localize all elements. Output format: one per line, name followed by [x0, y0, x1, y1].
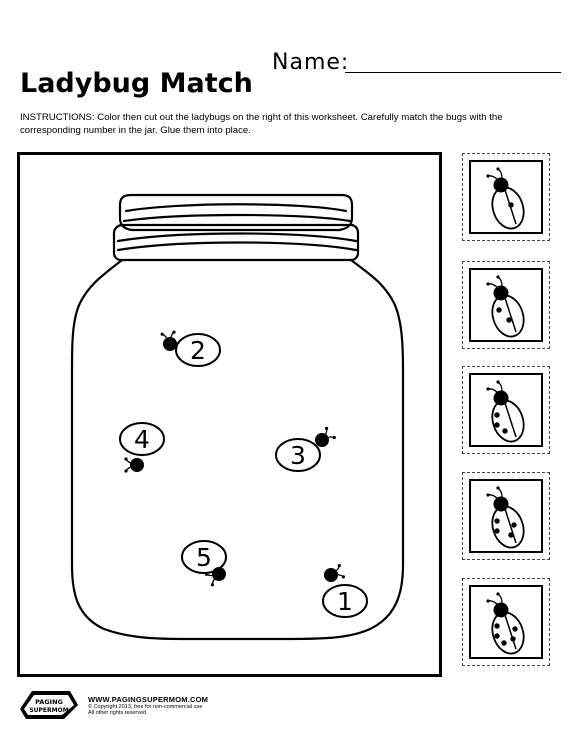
ladybug-icon — [471, 270, 541, 340]
ladybug-spot — [502, 428, 507, 433]
ladybug-icon — [471, 375, 541, 445]
ladybug-body — [487, 608, 529, 657]
instructions-text: INSTRUCTIONS: Color then cut out the ladybugs on the right of this worksheet. Carefully match the bugs with the corresponding number in the jar. Glue them into place. — [20, 112, 503, 136]
footer-copyright: © Copyright 2013, free for non-commercial use — [88, 704, 203, 710]
svg-text:PAGING: PAGING — [35, 698, 63, 706]
jar-ladybug-1 — [323, 564, 367, 617]
ladybug-body — [487, 502, 529, 551]
ladybug-spot — [506, 317, 511, 322]
ladybug-spot — [494, 623, 499, 628]
cutout-ladybug-2[interactable] — [462, 261, 550, 349]
ladybug-head — [494, 286, 509, 301]
ladybug-head — [494, 391, 509, 406]
cutout-ladybug-1[interactable] — [462, 153, 550, 241]
jar-body — [72, 260, 403, 639]
ladybug-icon — [471, 481, 541, 551]
cutout-ladybug-5[interactable] — [462, 578, 550, 666]
ladybug-spot — [494, 412, 499, 417]
jar-ladybug-5 — [182, 541, 226, 586]
ladybug-spot — [494, 422, 499, 427]
ladybug-spot — [494, 528, 499, 533]
ladybug-body — [487, 183, 529, 232]
ladybug-number: 4 — [134, 425, 150, 454]
footer-rights: All other rights reserved — [88, 710, 147, 716]
ladybug-head — [494, 178, 509, 193]
worksheet-title: Ladybug Match — [20, 68, 253, 99]
jar-ladybug-3 — [276, 427, 336, 471]
ladybug-body — [487, 291, 529, 340]
ladybug-number: 1 — [337, 587, 353, 616]
jar-panel — [17, 152, 442, 677]
ladybug-spot — [508, 532, 513, 537]
jar-illustration — [20, 155, 439, 674]
ladybug-number: 3 — [290, 441, 306, 470]
ladybug-spot — [508, 202, 513, 207]
cutout-ladybug-3[interactable] — [462, 366, 550, 454]
ladybug-spot — [510, 636, 515, 641]
ladybug-head — [494, 603, 509, 618]
ladybug-number: 5 — [196, 543, 212, 572]
svg-text:SUPERMOM: SUPERMOM — [29, 707, 69, 714]
ladybug-spot — [501, 640, 506, 645]
ladybug-spot — [494, 518, 499, 523]
jar-ladybug-4 — [120, 423, 164, 473]
name-field-line[interactable] — [345, 72, 561, 73]
ladybug-icon — [471, 587, 541, 657]
name-label: Name: — [272, 50, 350, 75]
ladybug-spot — [494, 633, 499, 638]
cutout-ladybug-4[interactable] — [462, 472, 550, 560]
footer — [16, 687, 346, 727]
jar-ladybug-2 — [161, 331, 220, 366]
ladybug-spot — [496, 307, 501, 312]
footer-url[interactable]: WWW.PAGINGSUPERMOM.COM — [88, 695, 209, 704]
paging-supermom-logo — [16, 687, 82, 723]
ladybug-spot — [511, 522, 516, 527]
ladybug-icon — [471, 162, 541, 232]
ladybug-spot — [512, 626, 517, 631]
ladybug-number: 2 — [190, 336, 206, 365]
ladybug-body — [487, 396, 529, 445]
ladybug-head — [494, 497, 509, 512]
